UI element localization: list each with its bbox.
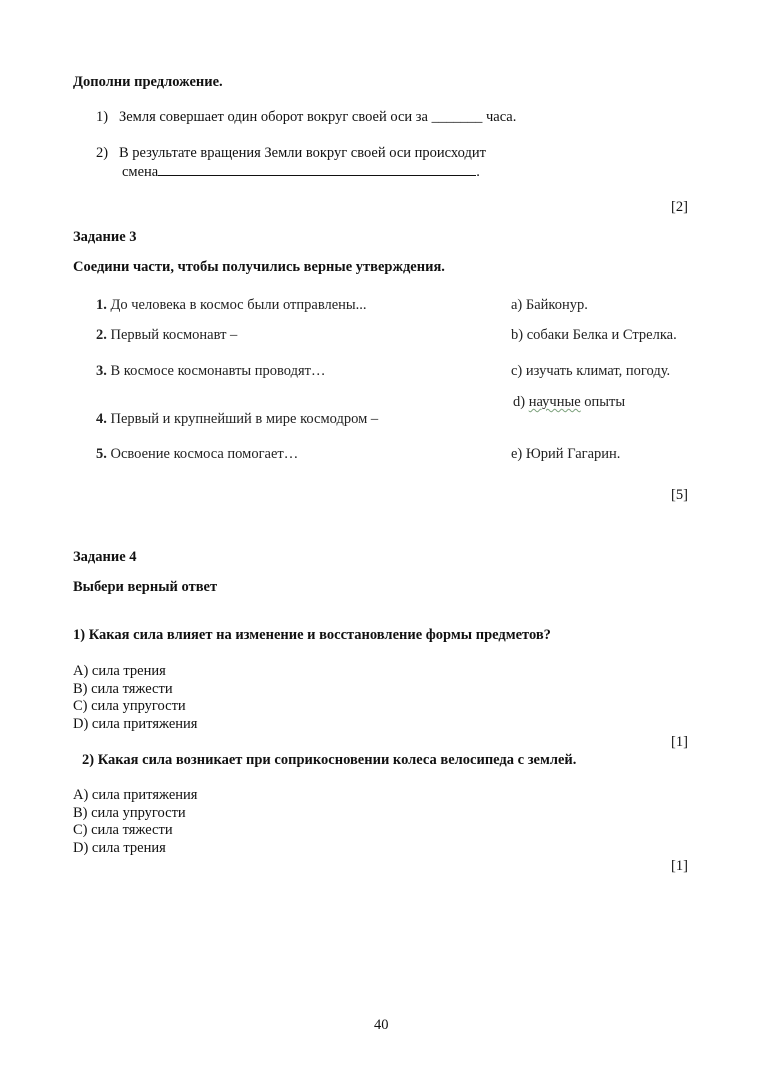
score-badge: [5] <box>671 487 688 503</box>
task3-instruction: Соедини части, чтобы получились верные утверждения. <box>73 259 445 275</box>
answer-option[interactable]: B) сила тяжести <box>73 681 173 697</box>
match-right-item <box>513 394 625 411</box>
item-text-before: Земля совершает один оборот вокруг своей оси за <box>118 109 428 125</box>
answer-option[interactable]: C) сила тяжести <box>73 822 173 838</box>
score-badge: [2] <box>671 199 688 215</box>
score-badge: [1] <box>671 734 688 750</box>
item-prefix: d) <box>513 394 526 410</box>
match-right-item: e) Юрий Гагарин. <box>511 446 621 462</box>
answer-option[interactable]: D) сила притяжения <box>73 716 198 732</box>
item-suffix: опыты <box>584 394 626 410</box>
match-left-item <box>96 327 237 344</box>
item-text: смена <box>122 164 159 180</box>
match-left-item <box>96 411 378 428</box>
item-number: 2) <box>96 145 109 161</box>
score-badge: [1] <box>671 858 688 874</box>
item-text-after: часа. <box>485 109 517 125</box>
task2-item-2-line2 <box>122 163 480 181</box>
item-number: 5. <box>96 446 107 462</box>
task2-item-1 <box>96 109 516 126</box>
match-left-item <box>96 363 326 380</box>
task4-instruction: Выбери верный ответ <box>73 579 218 595</box>
match-right-item: a) Байконур. <box>511 297 588 313</box>
answer-option[interactable]: B) сила упругости <box>73 805 186 821</box>
answer-option[interactable]: D) сила трения <box>73 840 166 856</box>
item-number: 1) <box>96 109 109 125</box>
item-text: До человека в космос были отправлены... <box>110 297 367 313</box>
item-text: В космосе космонавты проводят… <box>110 363 326 379</box>
question-text: 2) Какая сила возникает при соприкосновении колеса велосипеда с землей. <box>82 752 577 768</box>
answer-option[interactable]: A) сила притяжения <box>73 787 198 803</box>
item-text-after: . <box>476 164 480 180</box>
match-right-item: b) собаки Белка и Стрелка. <box>511 327 677 343</box>
task4-title: Задание 4 <box>73 549 137 565</box>
item-number: 1. <box>96 297 107 313</box>
match-left-item <box>96 297 367 314</box>
question-text: 1) Какая сила влияет на изменение и восстановление формы предметов? <box>73 627 551 643</box>
answer-option[interactable]: C) сила упругости <box>73 698 186 714</box>
item-text: Первый космонавт – <box>110 327 238 343</box>
task2-instruction: Дополни предложение. <box>73 74 223 90</box>
answer-option[interactable]: A) сила трения <box>73 663 166 679</box>
item-text: Освоение космоса помогает… <box>110 446 299 462</box>
fill-blank[interactable] <box>158 163 476 176</box>
task3-title: Задание 3 <box>73 229 137 245</box>
item-number: 4. <box>96 411 107 427</box>
spellcheck-word: научные <box>528 394 581 410</box>
match-left-item <box>96 446 298 463</box>
task2-item-2-line1 <box>96 145 486 162</box>
match-right-item: c) изучать климат, погоду. <box>511 363 671 379</box>
fill-blank[interactable]: _______ <box>431 109 483 125</box>
page-number: 40 <box>374 1017 389 1033</box>
item-text: Первый и крупнейший в мире космодром – <box>110 411 379 427</box>
item-number: 2. <box>96 327 107 343</box>
item-number: 3. <box>96 363 107 379</box>
item-text: В результате вращения Земли вокруг своей оси происходит <box>118 145 486 161</box>
